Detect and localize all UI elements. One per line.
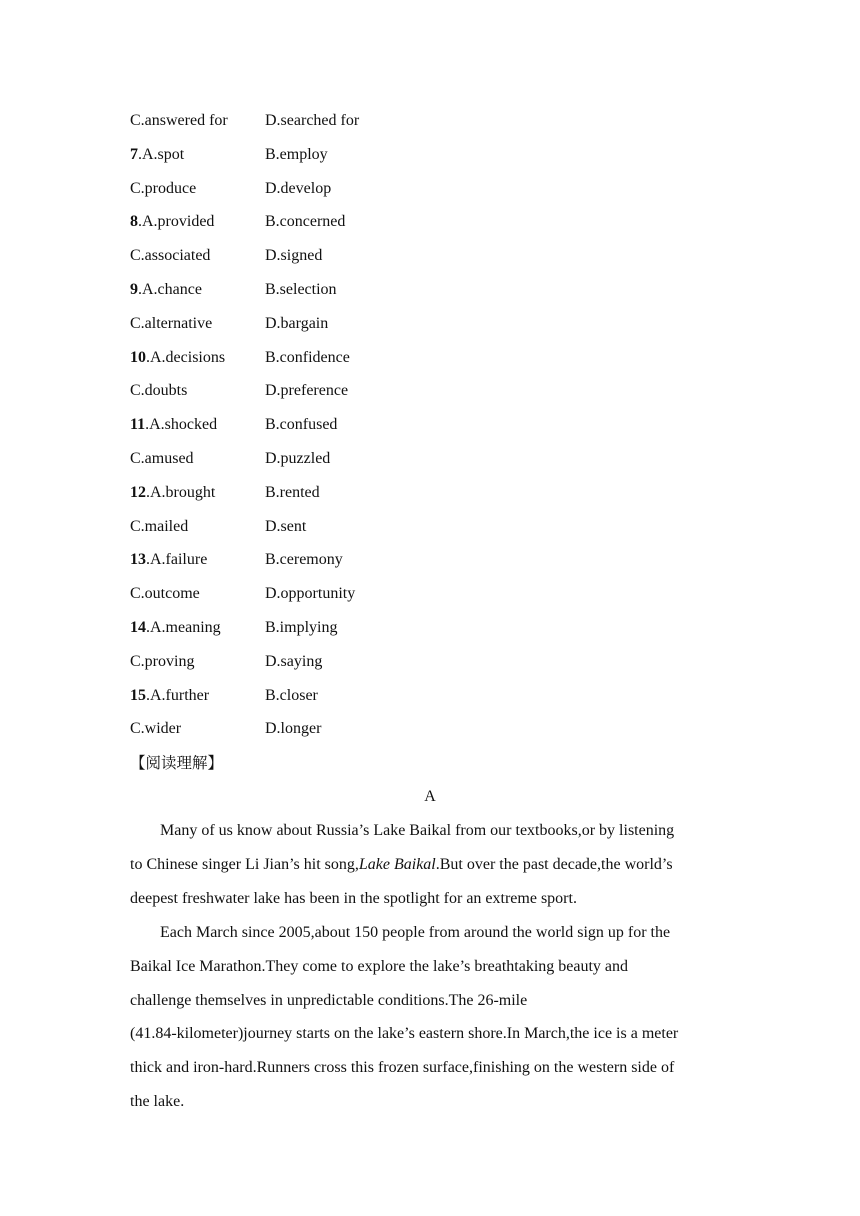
option-text: .A.failure [146,551,208,569]
option-text: .A.meaning [146,619,221,636]
option-b-or-d: B.ceremony [265,551,343,569]
paragraph-1 [130,814,725,915]
paragraph-1-line-2-pre: to Chinese singer Li Jian’s hit song, [130,855,359,873]
option-b-or-d: D.develop [265,179,332,197]
option-a-or-c [130,279,202,301]
paragraph-2 [130,916,725,1119]
option-b-or-d: D.puzzled [265,450,331,467]
option-b-or-d: D.searched for [265,112,360,129]
paragraph-1-line-2 [130,848,725,882]
question-number: 13 [130,551,146,569]
option-b-or-d: D.bargain [265,314,329,332]
paragraph-2-line: the lake. [130,1092,185,1110]
option-b-or-d: B.confused [265,416,338,434]
option-b-or-d: D.longer [265,720,322,738]
option-text: C.associated [130,247,211,265]
option-a-or-c [130,347,225,369]
option-a-or-c [130,583,200,605]
option-text: C.produce [130,179,197,197]
option-b-or-d: D.saying [265,652,323,670]
option-a-or-c [130,685,209,707]
option-a-or-c [130,482,215,504]
question-number: 14 [130,619,146,636]
question-number: 15 [130,686,146,704]
option-a-or-c [130,516,188,538]
option-b-or-d: B.rented [265,483,320,501]
option-text: .A.brought [146,483,216,501]
paragraph-2-line: thick and iron-hard.Runners cross this frozen surface,finishing on the western side of [130,1059,675,1077]
question-number: 12 [130,483,146,501]
question-number: 8 [130,213,138,231]
option-a-or-c [130,617,221,639]
paragraph-1-line-2-post: .But over the past decade,the world’s [435,855,673,873]
paragraph-2-line: Each March since 2005,about 150 people from around the world sign up for the [160,924,671,941]
option-text: C.wider [130,720,182,738]
option-text: .A.spot [138,145,185,163]
option-text: C.answered for [130,112,228,129]
option-b-or-d: B.confidence [265,348,350,366]
paragraph-2-line: challenge themselves in unpredictable conditions.The 26-mile [130,991,528,1009]
section-heading: 【阅读理解】 [130,754,224,772]
option-text: C.proving [130,652,195,670]
option-a-or-c [130,718,181,740]
song-title: Lake Baikal [358,855,436,873]
option-a-or-c [130,651,194,673]
option-text: C.outcome [130,585,200,603]
question-number: 11 [130,416,146,434]
passage-label: A [424,788,436,805]
option-text: .A.chance [138,281,202,298]
option-a-or-c [130,144,184,166]
option-b-or-d: B.closer [265,686,318,704]
paragraph-1-line-1: Many of us know about Russia’s Lake Baikal from our textbooks,or by listening [160,822,675,839]
paragraph-2-line: (41.84-kilometer)journey starts on the lake’s eastern shore.In March,the ice is a meter [130,1025,679,1043]
option-text: .A.decisions [146,348,226,366]
option-b-or-d: B.selection [265,281,337,298]
option-b-or-d: D.sent [265,517,307,535]
option-a-or-c [130,549,207,571]
question-number: 7 [130,145,138,163]
option-text: .A.shocked [145,416,218,434]
option-b-or-d: B.employ [265,145,328,163]
option-b-or-d: B.implying [265,619,338,636]
option-text: C.alternative [130,314,213,332]
option-text: C.mailed [130,517,189,535]
option-text: C.amused [130,450,194,467]
question-number: 9 [130,281,138,298]
paragraph-2-line: Baikal Ice Marathon.They come to explore the lake’s breathtaking beauty and [130,957,629,975]
option-b-or-d: D.opportunity [265,585,356,603]
option-a-or-c [130,414,217,436]
option-a-or-c [130,211,214,233]
option-a-or-c [130,380,187,402]
paragraph-1-line-3: deepest freshwater lake has been in the spotlight for an extreme sport. [130,889,577,907]
option-a-or-c [130,448,194,470]
option-b-or-d: D.signed [265,247,323,265]
option-text: .A.provided [138,213,215,231]
option-b-or-d: B.concerned [265,213,346,231]
option-a-or-c [130,178,196,200]
option-text: C.doubts [130,382,188,400]
option-text: .A.further [146,686,210,704]
option-a-or-c [130,245,210,267]
option-a-or-c [130,110,228,132]
question-number: 10 [130,348,146,366]
option-a-or-c [130,313,212,335]
option-b-or-d: D.preference [265,382,349,400]
